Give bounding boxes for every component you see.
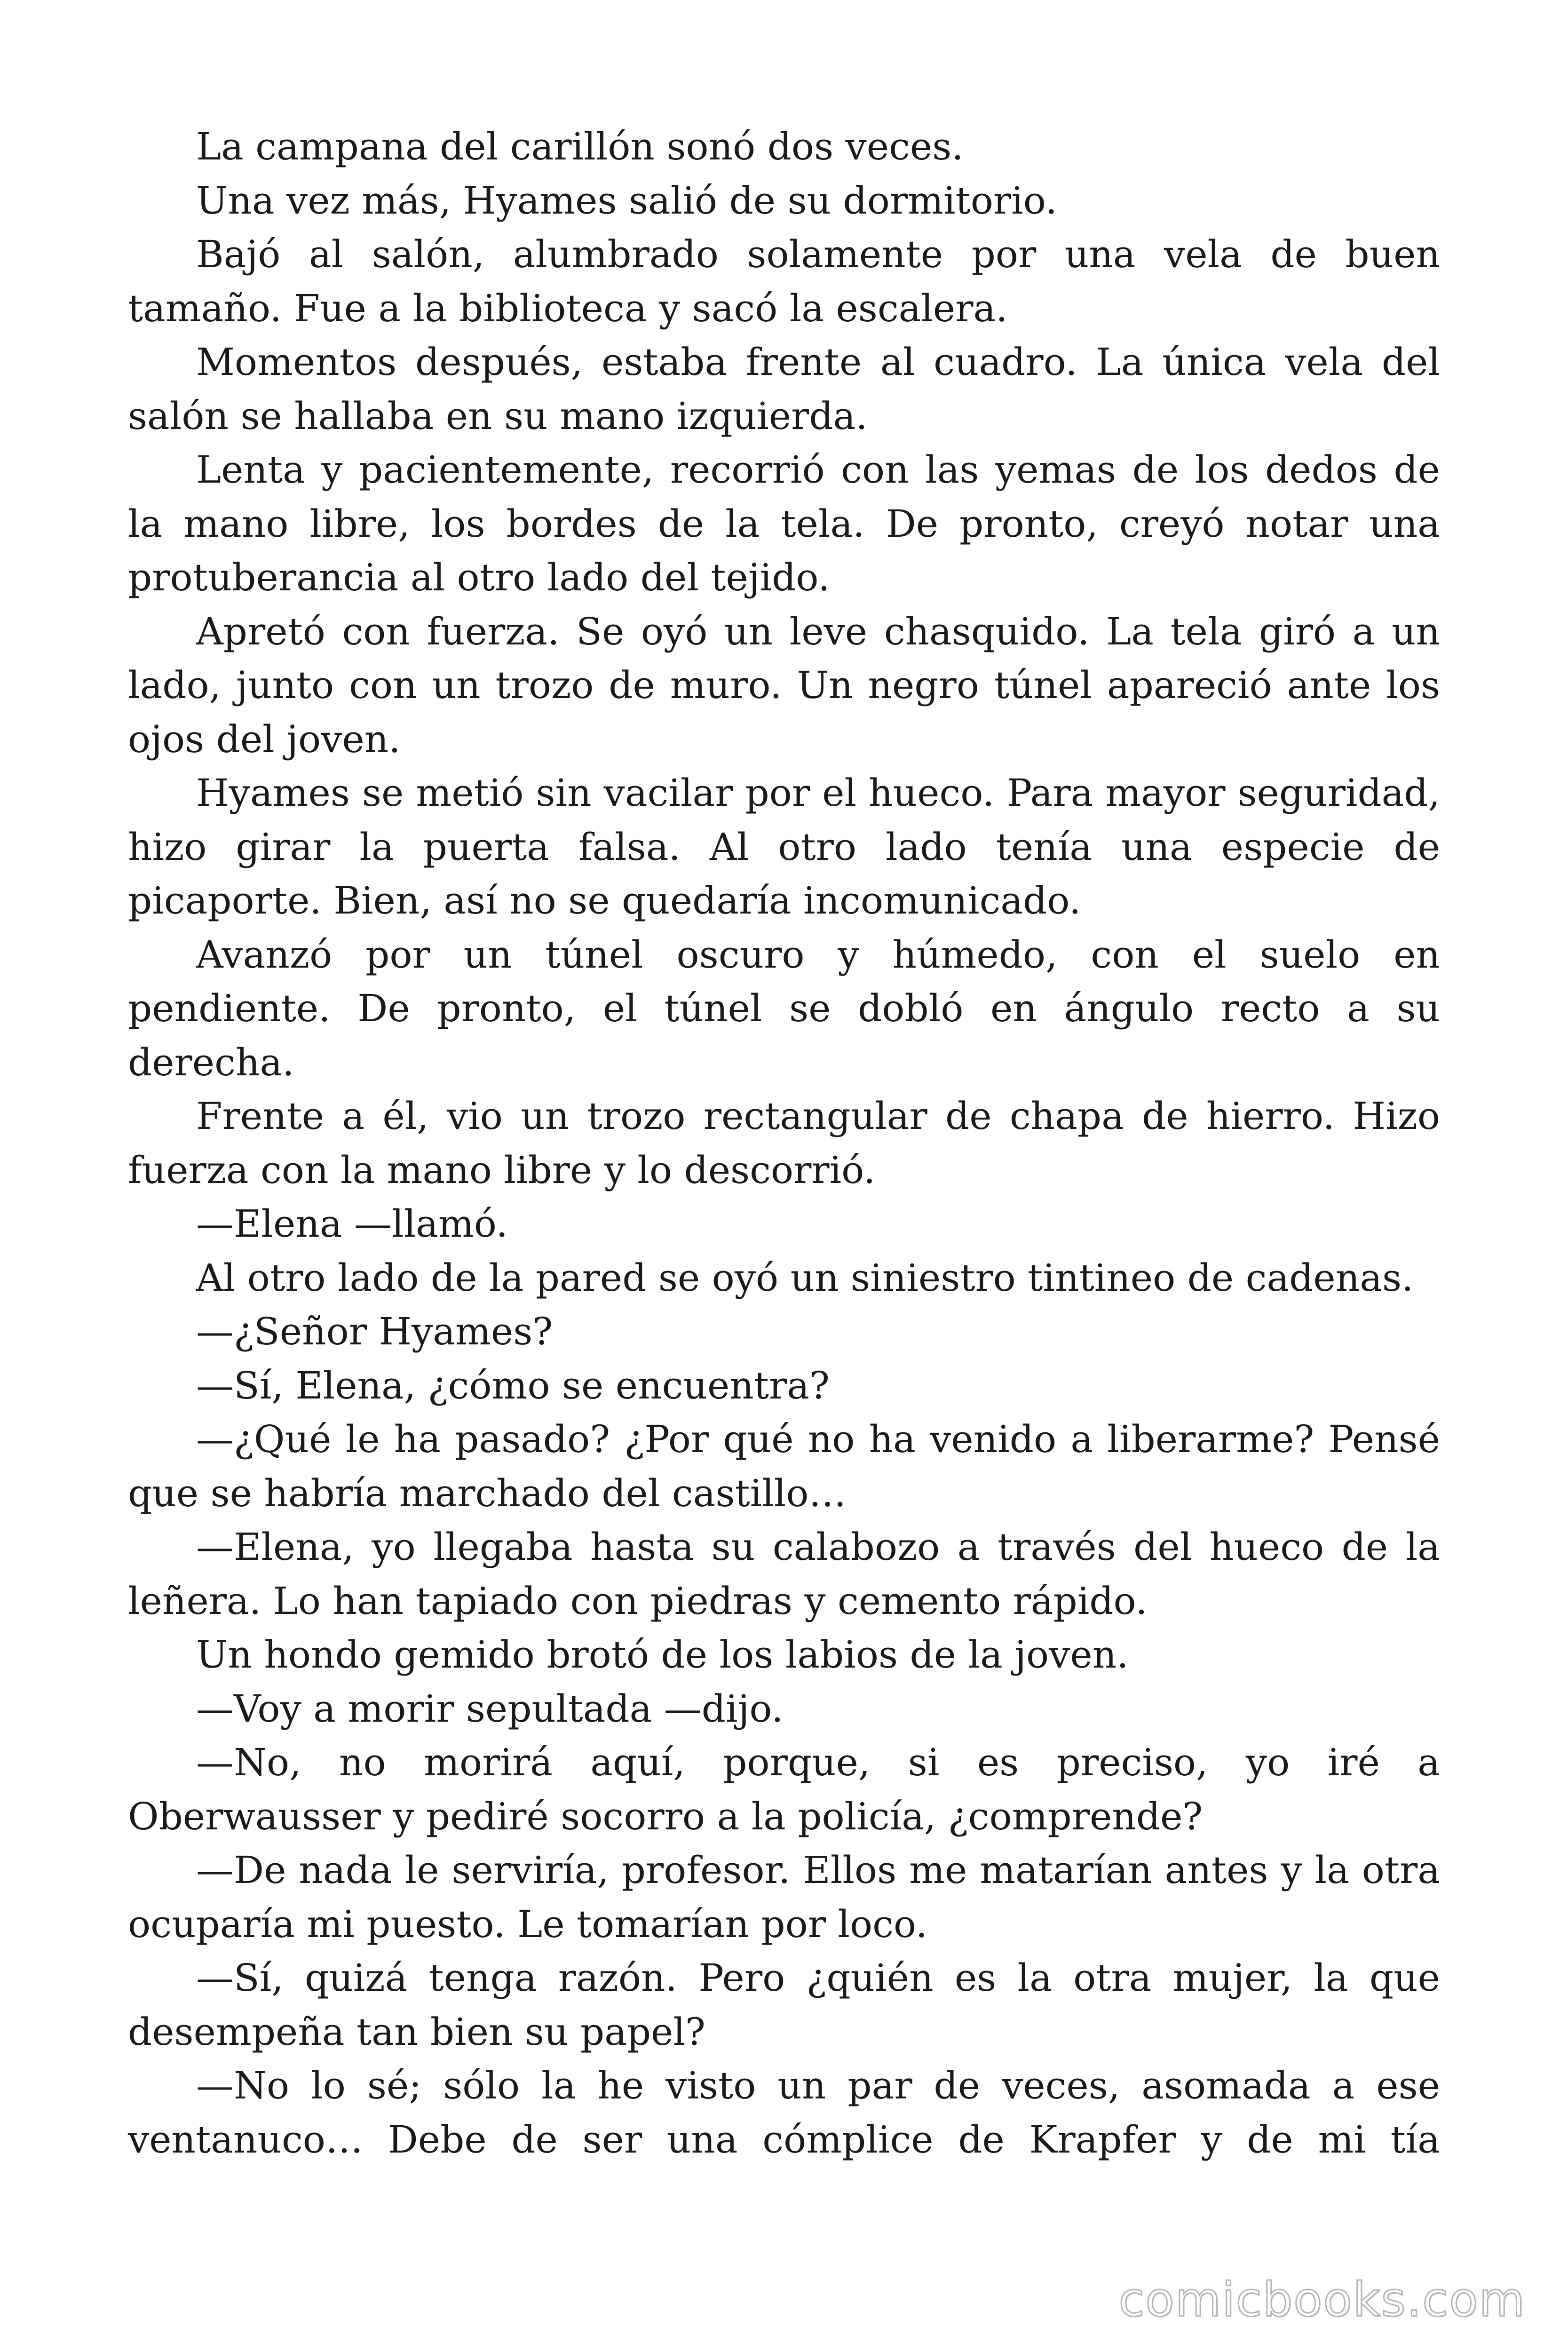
body-text bbox=[128, 120, 1440, 2167]
paragraph: La campana del carillón sonó dos veces. bbox=[196, 125, 964, 168]
paragraph: Frente a él, vio un trozo rectangular de chapa de hierro. Hizo fuerza con la mano libre y lo descorrió. bbox=[128, 1094, 1440, 1192]
paragraph: Apretó con fuerza. Se oyó un leve chasquido. La tela giró a un lado, junto con un trozo de muro. Un negro túnel apareció ante los ojos del joven. bbox=[128, 609, 1440, 761]
paragraph: —¿Señor Hyames? bbox=[196, 1310, 553, 1353]
paragraph: Una vez más, Hyames salió de su dormitorio. bbox=[196, 178, 1057, 222]
paragraph: —Sí, Elena, ¿cómo se encuentra? bbox=[196, 1363, 830, 1407]
paragraph: —Sí, quizá tenga razón. Pero ¿quién es la otra mujer, la que desempeña tan bien su papel? bbox=[128, 1956, 1440, 2054]
paragraph: Al otro lado de la pared se oyó un siniestro tintineo de cadenas. bbox=[196, 1255, 1414, 1300]
paragraph: Avanzó por un túnel oscuro y húmedo, con el suelo en pendiente. De pronto, el túnel se dobló en ángulo recto a su derecha. bbox=[128, 932, 1440, 1084]
paragraph: Momentos después, estaba frente al cuadro. La única vela del salón se hallaba en su mano izquierda. bbox=[128, 340, 1440, 438]
paragraph: —Elena —llamó. bbox=[196, 1202, 508, 1246]
paragraph: Lenta y pacientemente, recorrió con las yemas de los dedos de la mano libre, los bordes de la tela. De pronto, creyó notar una protuberancia al otro lado del tejido. bbox=[128, 448, 1440, 599]
paragraph-last: —No lo sé; sólo la he visto un par de veces, asomada a ese ventanuco… Debe de ser una cómplice de Krapfer y de mi tía bbox=[128, 2064, 1440, 2161]
paragraph: Un hondo gemido brotó de los labios de la joven. bbox=[196, 1633, 1129, 1677]
paragraph: —Voy a morir sepultada —dijo. bbox=[196, 1686, 784, 1731]
paragraph: —No, no morirá aquí, porque, si es preciso, yo iré a Oberwausser y pediré socorro a la policía, ¿comprende? bbox=[128, 1740, 1440, 1838]
paragraph: —De nada le serviría, profesor. Ellos me matarían antes y la otra ocuparía mi puesto. Le tomarían por loco. bbox=[128, 1848, 1440, 1946]
watermark: comicbooks.com bbox=[1118, 2272, 1526, 2327]
paragraph: —Elena, yo llegaba hasta su calabozo a través del hueco de la leñera. Lo han tapiado con piedras y cemento rápido. bbox=[128, 1525, 1440, 1623]
paragraph: Hyames se metió sin vacilar por el hueco. Para mayor seguridad, hizo girar la puerta falsa. Al otro lado tenía una especie de picaporte. Bien, así no se quedaría incomunicado. bbox=[128, 771, 1440, 922]
paragraph: —¿Qué le ha pasado? ¿Por qué no ha venido a liberarme? Pensé que se habría marchado del castillo… bbox=[128, 1417, 1440, 1515]
paragraph: Bajó al salón, alumbrado solamente por una vela de buen tamaño. Fue a la biblioteca y sacó la escalera. bbox=[128, 232, 1440, 330]
